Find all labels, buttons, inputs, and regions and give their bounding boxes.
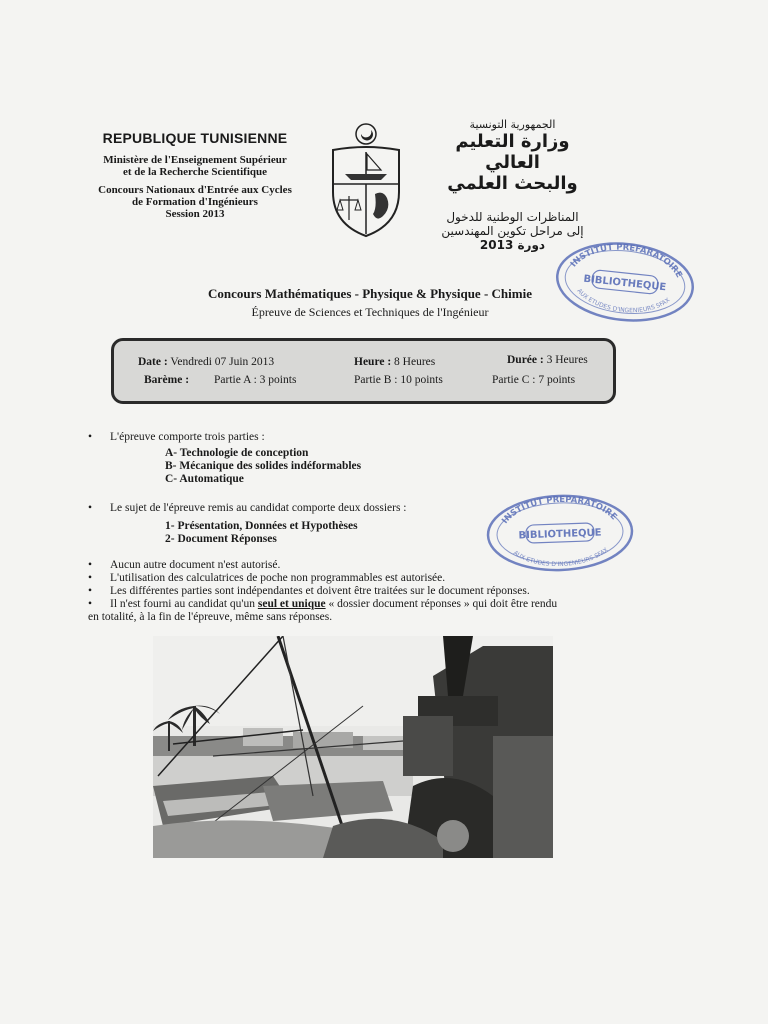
arabic-ministry: وزارة التعليم العالي <box>455 131 570 173</box>
folder-2-item: 2- Document Réponses <box>165 533 277 545</box>
rule-item: • Il n'est fourni au candidat qu'un seul et unique « dossier document réponses » qui doit être rendu <box>88 598 648 611</box>
bareme-label: Barème : <box>144 374 190 386</box>
ministry-line-2: et de la Recherche Scientifique <box>123 166 267 178</box>
header-left <box>80 130 310 220</box>
arabic-session: دورة 2013 <box>479 238 546 252</box>
contest-line-1: Concours Nationaux d'Entrée aux Cycles <box>98 184 292 196</box>
exam-title: Concours Mathématiques - Physique & Physique - Chimie <box>208 286 532 301</box>
stamp-1-bottom-text: AUX ETUDES D'INGENIEURS SFAX <box>575 287 672 315</box>
stamp-1-center: BIBLIOTHEQUE <box>582 273 667 294</box>
intro-bullet: • L'épreuve comporte trois parties : <box>88 431 648 444</box>
rule-item: • Aucun autre document n'est autorisé. <box>88 559 648 572</box>
part-c-points: Partie C : 7 points <box>492 374 576 386</box>
date-field: Date : Vendredi 07 Juin 2013 <box>138 356 275 368</box>
exam-subtitle: Épreuve de Sciences et Techniques de l'Ingénieur <box>251 305 489 319</box>
arabic-country: الجمهورية التونسية <box>469 118 556 131</box>
exam-info-box <box>111 338 616 404</box>
arabic-contest-2: إلى مراحل تكوين المهندسين <box>441 224 584 238</box>
country-name: REPUBLIQUE TUNISIENNE <box>102 130 288 146</box>
ministry-line-1: Ministère de l'Enseignement Supérieur <box>103 154 287 166</box>
arabic-contest-1: المناظرات الوطنية للدخول <box>446 210 579 224</box>
stamp-2-top-text: INSTITUT PREPARATOIRE <box>500 494 619 526</box>
part-a-points: Partie A : 3 points <box>214 374 297 386</box>
header-right-arabic <box>430 118 595 252</box>
harbour-photo <box>153 636 553 858</box>
duration-field: Durée : 3 Heures <box>507 354 588 366</box>
hour-field: Heure : 8 Heures <box>354 356 436 368</box>
arabic-research: والبحث العلمي <box>447 173 578 194</box>
rule-item: • L'utilisation des calculatrices de poche non programmables est autorisée. <box>88 572 648 585</box>
part-c-item: C- Automatique <box>165 473 244 485</box>
stamp-1-top-text: INSTITUT PREFARATOIRE <box>568 242 684 280</box>
coat-of-arms-icon <box>325 122 407 240</box>
folders-bullet: • Le sujet de l'épreuve remis au candidat comporte deux dossiers : <box>88 502 648 515</box>
part-a-item: A- Technologie de conception <box>165 447 309 459</box>
session-line: Session 2013 <box>165 208 225 220</box>
rule-continuation: en totalité, à la fin de l'épreuve, même sans réponses. <box>88 611 333 623</box>
part-b-item: B- Mécanique des solides indéformables <box>165 460 362 472</box>
stamp-2-center: BIBLIOTHEQUE <box>518 527 602 542</box>
stamp-2-bottom-text: AUX ETUDES D'INGENIEURS SFAX <box>511 546 610 569</box>
contest-line-2: de Formation d'Ingénieurs <box>132 196 258 208</box>
folder-1-item: 1- Présentation, Données et Hypothèses <box>165 520 358 532</box>
rule-item: • Les différentes parties sont indépendantes et doivent être traitées sur le document réponses. <box>88 585 648 598</box>
library-stamp-middle <box>482 492 638 579</box>
part-b-points: Partie B : 10 points <box>354 374 443 386</box>
